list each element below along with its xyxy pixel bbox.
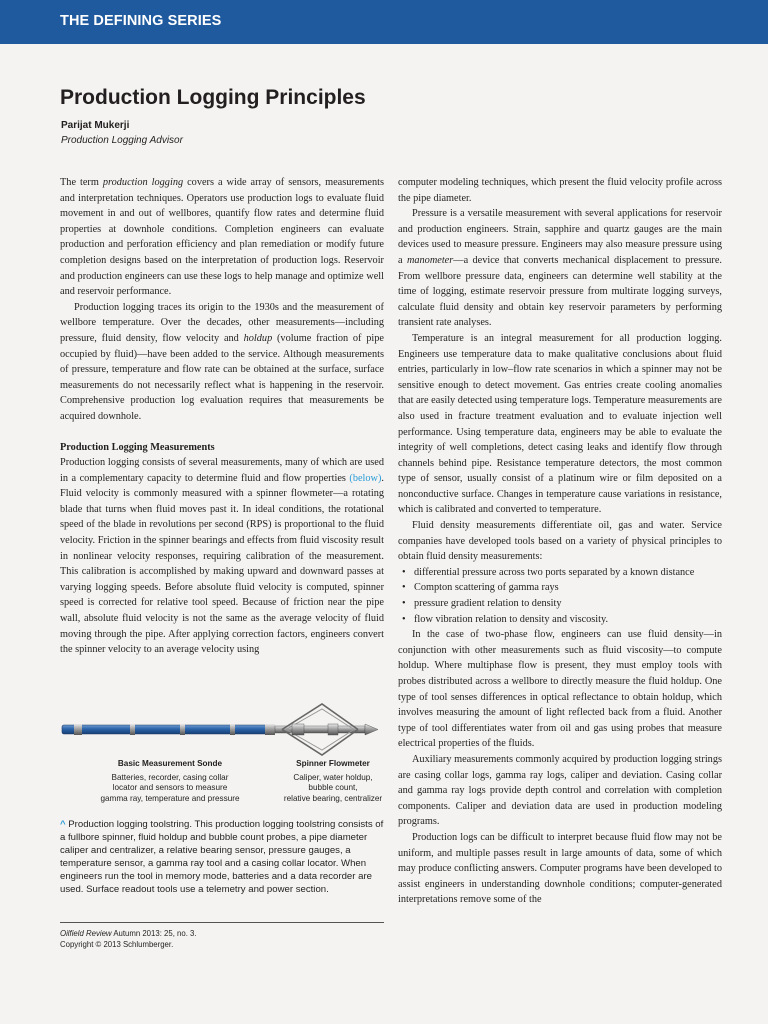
footer-divider [60, 922, 384, 923]
interpretation-paragraph: Production logs can be difficult to interpret because fluid flow may not be uniform, and multiple passes result in large amounts of data, some of which may produce conflicting answers. Computer programs have been developed to assist engineers in understanding downhole conditions; computer-generated interpretations remove some of the [398, 831, 722, 906]
sonde-body [62, 724, 275, 735]
caret-up-icon: ^ [60, 819, 66, 830]
section-heading-measurements: Production Logging Measurements [60, 441, 215, 453]
toolstring-illustration [60, 700, 386, 760]
author-role: Production Logging Advisor [61, 135, 183, 146]
series-header-bar [0, 0, 768, 44]
spinner-title: Spinner Flowmeter [296, 759, 370, 768]
spinner-label: Spinner Flowmeter Caliper, water holdup, bubble count, relative bearing, centralizer [268, 759, 398, 804]
list-item: • differential pressure across two ports separated by a known distance [402, 565, 722, 581]
temperature-paragraph: Temperature is an integral measurement for all production logging. Engineers use temperature data to make qualitative conclusions about fluid entries, particularly in low–flow rate scenarios in which a spinner may not be sensitive enough to detect movement. Gas entries create cooling anomalies that are easily detected using temperature logs. Temperature measurements are also used in fracture treatment evaluation and to evaluate injection well performance. Using temperature data, engineers may be able to evaluate the integrity of well completions, detect casing leaks and identify flow through channels behind pipe. Resistance temperature detectors, the most common type of sensor, usually consist of a platinum wire or film deposited on a nonconductive surface. Changes in temperature cause variations in resistance, which is calibrated and converted to temperature. [398, 332, 722, 516]
density-paragraph: Fluid density measurements differentiate oil, gas and water. Service companies have developed tools based on a variety of physical principles to obtain fluid density measurements: [398, 520, 722, 563]
series-title: THE DEFINING SERIES [60, 13, 222, 29]
list-item: • flow vibration relation to density and viscosity. [402, 612, 722, 628]
list-item: • Compton scattering of gamma rays [402, 580, 722, 596]
sonde-title: Basic Measurement Sonde [117, 759, 223, 768]
right-column [398, 175, 722, 908]
intro-paragraph: The term production logging covers a wide array of sensors, measurements and interpretation techniques. Operators use production logs to evaluate fluid movement in and out of wellbores, quantify flow rates and determine fluid properties at downhole conditions. Completion engineers can evaluate production and perforation efficiency and plan remediation or modify future completion designs based on the interpretation of production logs. Reservoir and production engineers can use these logs to help manage and optimize well and reservoir performance. [60, 177, 384, 298]
density-methods-list [398, 565, 722, 627]
measurements-paragraph: Production logging consists of several measurements, many of which are used in a complementary capacity to determine fluid and flow properties (below). Fluid velocity is commonly measured with a spinner flowmeter—a rotating blade that turns when fluid moves past it. In ideal conditions, the rotational speed of the blade in revolutions per second (RPS) is proportional to the fluid velocity. Friction in the spinner bearings and effects from fluid viscosity result in nonlinear velocity responses, requiring calibration of the measurement. This calibration is accomplished by making upward and downward passes at varying logging speeds. Before absolute fluid velocity is computed, spinner speed is corrected for relative tool speed. Because of friction near the pipe wall, absolute fluid velocity is not the same as the average velocity of fluid moving through the pipe. After applying correction factors, engineers convert the spinner velocity to an average velocity using [60, 457, 384, 656]
sonde-label: Basic Measurement Sonde Batteries, recorder, casing collar locator and sensors to measure gamma ray, temperature and pressure [80, 759, 260, 804]
history-paragraph: Production logging traces its origin to the 1930s and the measurement of wellbore temperature. Over the decades, other measurements—including pressure, fluid density, flow velocity and holdup (volume fraction of pipe occupied by fluid)—have been added to the service. Although measurements of pressure, temperature and flow rate can be obtained at the surface, surface measurements do not necessarily reflect what is happening in the reservoir. Comprehensive production log evaluation requires that measurements be acquired downhole. [60, 301, 384, 422]
copyright: Copyright © 2013 Schlumberger. [60, 940, 174, 949]
journal-name: Oilfield Review [60, 929, 112, 938]
author-name: Parijat Mukerji [61, 120, 130, 131]
modeling-paragraph: computer modeling techniques, which present the fluid velocity profile across the pipe diameter. [398, 177, 722, 204]
figure-caption: ^ Production logging toolstring. This production logging toolstring consists of a fullbore spinner, fluid holdup and bubble count probes, a pipe diameter caliper and centralizer, a relative bearing sensor, pressure gauges, a temperature sensor, a gamma ray tool and a casing collar locator. When engineers run the tool in memory mode, batteries and a data recorder are used. Surface readout tools use a telemetry and power section. [60, 819, 384, 895]
figure-link[interactable]: (below) [349, 472, 382, 484]
footer-citation: Oilfield Review Autumn 2013: 25, no. 3. Copyright © 2013 Schlumberger. [60, 929, 197, 949]
list-item: • pressure gradient relation to density [402, 596, 722, 612]
pressure-paragraph: Pressure is a versatile measurement with several applications for reservoir and production engineers. Strain, sapphire and quartz gauges are the main devices used to measure pressure. Engineers may also measure pressure using a manometer—a device that converts mechanical displacement to pressure. From wellbore pressure data, engineers can determine well stability at the time of logging, estimate reservoir pressure from multirate logging surveys, calculate fluid density and obtain key reservoir parameters by performing transient rate analyses. [398, 208, 722, 329]
holdup-paragraph: In the case of two-phase flow, engineers can use fluid density—in conjunction with other measurements such as fluid viscosity—to compute holdup. Where multiphase flow is present, they must employ tools with probes distributed across a wellbore to directly measure the fluid holdup. One type of tool senses differences in optical reflectance to obtain holdup, which involves measuring the amount of light reflected back from a fluid. Another type of tool differentiates water from oil and gas using probes that measure electrical properties of the fluids. [398, 629, 722, 750]
spinner-flowmeter [275, 704, 378, 755]
left-column [60, 175, 384, 658]
auxiliary-paragraph: Auxiliary measurements commonly acquired by production logging strings are casing collar logs, gamma ray logs, caliper and deviation. Casing collar and gamma ray logs provide depth control and correlation with completion components. Caliper and deviation data are used in production modeling programs. [398, 753, 722, 828]
article-title: Production Logging Principles [60, 86, 366, 109]
